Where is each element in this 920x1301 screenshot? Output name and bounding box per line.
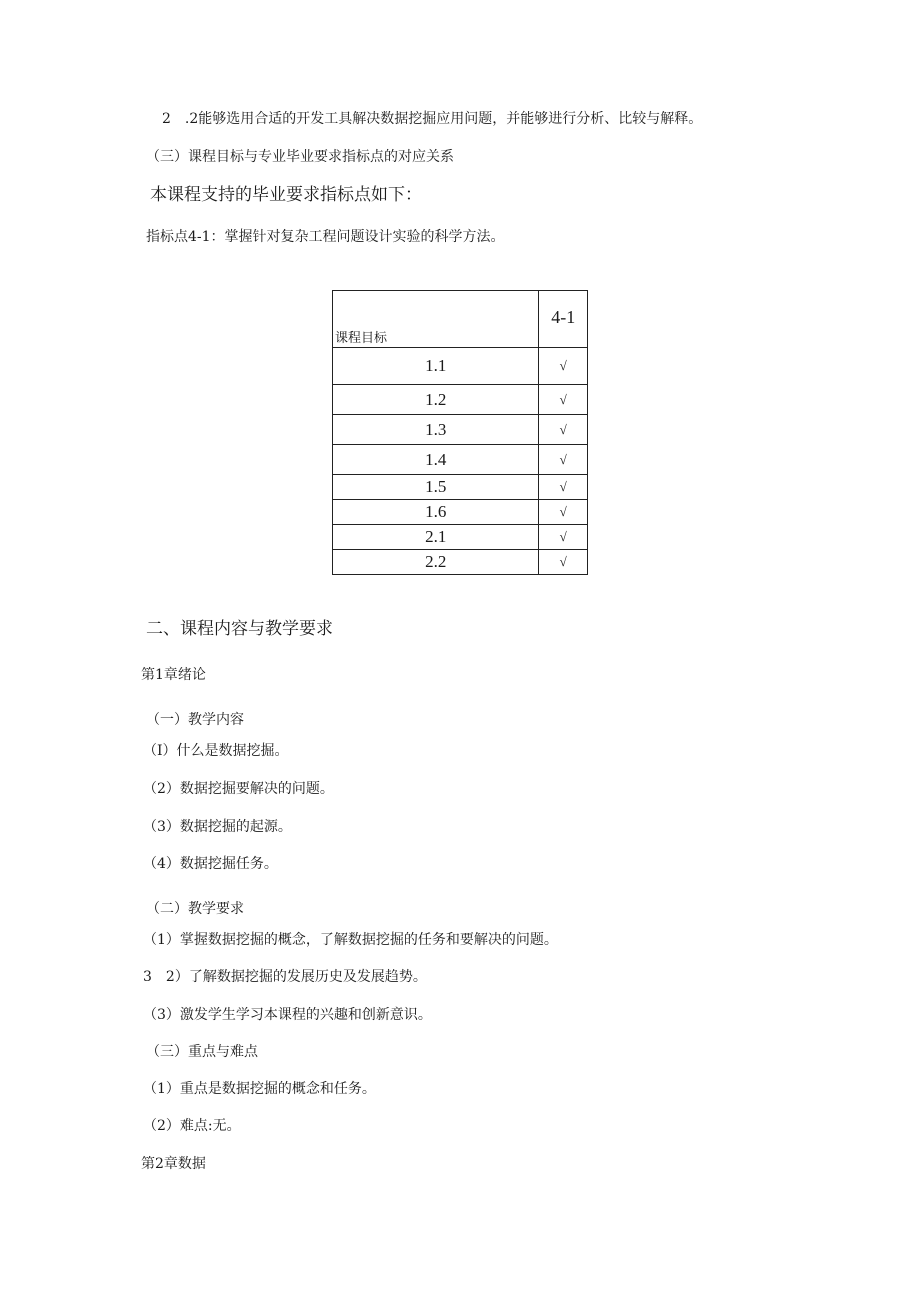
table-row xyxy=(333,500,588,525)
teaching-content-heading: （一）教学内容 xyxy=(146,712,244,728)
check-cell: √ xyxy=(539,348,588,385)
table-row xyxy=(333,348,588,385)
goal-cell: 2.2 xyxy=(333,550,539,575)
check-cell: √ xyxy=(539,475,588,500)
check-cell: √ xyxy=(539,385,588,415)
goal-cell: 2.1 xyxy=(333,525,539,550)
table-row xyxy=(333,385,588,415)
header-indicator-4-1: 4-1 xyxy=(539,291,588,348)
indicator-4-1-text: 指标点4-1：掌握针对复杂工程问题设计实验的科学方法。 xyxy=(146,229,505,245)
content-item: （2）数据挖掘要解决的问题。 xyxy=(143,781,334,797)
key-points-heading: （三）重点与难点 xyxy=(146,1044,258,1060)
table-row xyxy=(333,445,588,475)
objective-2-2-text: 2 .2能够选用合适的开发工具解决数据挖掘应用问题，并能够进行分析、比较与解释。 xyxy=(162,111,703,127)
check-cell: √ xyxy=(539,500,588,525)
teaching-requirements-heading: （二）教学要求 xyxy=(146,901,244,917)
header-course-goal: 课程目标 xyxy=(333,291,539,348)
requirement-item: （3）激发学生学习本课程的兴趣和创新意识。 xyxy=(143,1007,432,1023)
table-row xyxy=(333,415,588,445)
content-item: （4）数据挖掘任务。 xyxy=(143,856,278,872)
key-point-item: （1）重点是数据挖掘的概念和任务。 xyxy=(143,1081,376,1097)
requirement-item: （1）掌握数据挖掘的概念，了解数据挖掘的任务和要解决的问题。 xyxy=(143,932,558,948)
content-item: （3）数据挖掘的起源。 xyxy=(143,819,292,835)
goal-cell: 1.4 xyxy=(333,445,539,475)
requirement-item: 3 2）了解数据挖掘的发展历史及发展趋势。 xyxy=(143,969,427,985)
goal-cell: 1.3 xyxy=(333,415,539,445)
section-two-title: 二、课程内容与教学要求 xyxy=(146,619,333,639)
table-row xyxy=(333,525,588,550)
goal-cell: 1.1 xyxy=(333,348,539,385)
key-point-item: （2）难点:无。 xyxy=(143,1118,241,1134)
mapping-heading: （三）课程目标与专业毕业要求指标点的对应关系 xyxy=(146,149,454,165)
goal-cell: 1.6 xyxy=(333,500,539,525)
check-cell: √ xyxy=(539,445,588,475)
chapter-1-title: 第1章绪论 xyxy=(141,667,206,683)
check-cell: √ xyxy=(539,415,588,445)
objective-indicator-table xyxy=(332,290,588,575)
table-row xyxy=(333,475,588,500)
support-intro: 本课程支持的毕业要求指标点如下： xyxy=(150,185,422,205)
check-cell: √ xyxy=(539,525,588,550)
check-cell: √ xyxy=(539,550,588,575)
goal-cell: 1.5 xyxy=(333,475,539,500)
table-header-row xyxy=(333,291,588,348)
goal-cell: 1.2 xyxy=(333,385,539,415)
chapter-2-title: 第2章数据 xyxy=(141,1156,206,1172)
content-item: （I）什么是数据挖掘。 xyxy=(143,743,289,759)
table-row xyxy=(333,550,588,575)
